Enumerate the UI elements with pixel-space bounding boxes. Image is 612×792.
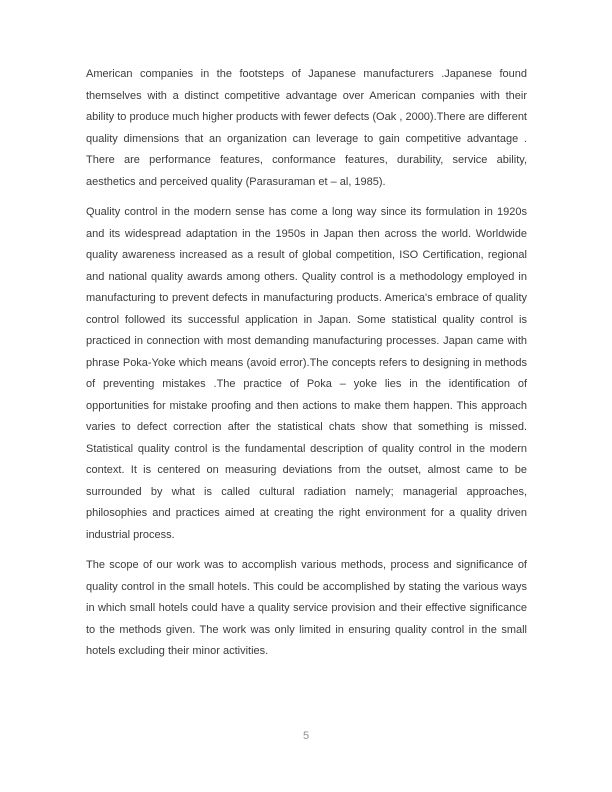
- page-number: 5: [302, 730, 310, 742]
- paragraph-quality-control-history: Quality control in the modern sense has come a long way since its formulation in 1920s and its widespread adaptation in the 1950s in Japan then across the world. Worldwide quality awareness increased as a result of global competition, ISO Certification, regional and national quality awards among others. Quality control is a methodology employed in manufacturing to prevent defects in manufacturing products. America's embrace of quality control followed its successful application in Japan. Some statistical quality control is practiced in connection with most demanding manufacturing processes. Japan came with phrase Poka-Yoke which means (avoid error).The concepts refers to designing in methods of preventing mistakes .The practice of Poka – yoke lies in the identification of opportunities for mistake proofing and then actions to make them happen. This approach varies to defect correction after the statistical chats show that something is missed. Statistical quality control is the fundamental description of quality control in the modern context. It is centered on measuring deviations from the outset, almost came to be surrounded by what is called cultural radiation namely; managerial approaches, philosophies and practices aimed at creating the right environment for a quality driven industrial process.: [86, 206, 527, 541]
- page-body-text: [86, 64, 527, 672]
- paragraph-quality-dimensions: American companies in the footsteps of Japanese manufacturers .Japanese found themselves with a distinct competitive advantage over American companies with their ability to produce much higher products with fewer defects (Oak , 2000).There are different quality dimensions that an organization can leverage to gain competitive advantage . There are performance features, conformance features, durability, service ability, aesthetics and perceived quality (Parasuraman et – al, 1985).: [86, 68, 527, 188]
- paragraph-scope-of-work: The scope of our work was to accomplish various methods, process and significance of quality control in the small hotels. This could be accomplished by stating the various ways in which small hotels could have a quality service provision and their effective significance to the methods given. The work was only limited in ensuring quality control in the small hotels excluding their minor activities.: [86, 559, 527, 657]
